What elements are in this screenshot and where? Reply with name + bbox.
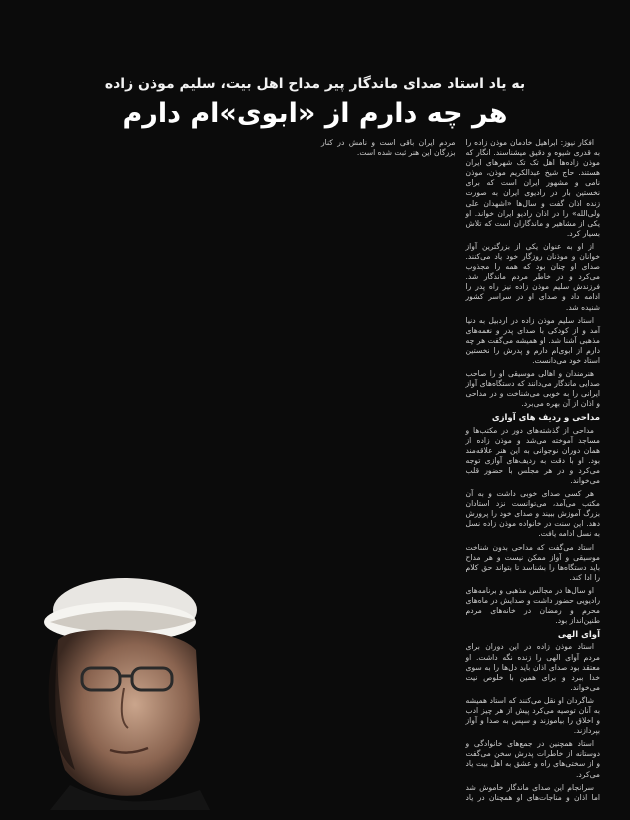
paragraph: از او به عنوان یکی از بزرگترین آواز خوانان و موذنان روزگار خود یاد می‌کنند. صدای او چنان بود که همه را مجذوب می‌کرد و در خاطر مردم ماندگار شد. فرزندش سلیم موذن زاده نیز راه پدر را ادامه داد و صدای او در سراسر کشور شنیده شد.	[465, 241, 600, 312]
paragraph: افکار نیوز: ابراهیل خادمان موذن زاده را به قدری شیوه و دقیق میشناسند. انگار که موذن زاده‌ها اهل تک تک شهرهای ایران هستند. حاج شیخ عبدالکریم موذن، موذن نامی و مشهور ایران است که برای نخستین بار در رادیوی ایران به صورت زنده اذان گفت و سال‌ها «اشهدان علی ولی‌الله» را در اذان رادیو ایران خواند. او یکی از مشاهیر و ماندگاران است که تلاش بسیار کرد.	[465, 138, 600, 238]
paragraph: استاد می‌گفت که مداحی بدون شناخت موسیقی و آواز ممکن نیست و هر مداح باید دستگاه‌ها را بشناسد تا بتواند حق کلام را ادا کند.	[465, 542, 600, 582]
paragraph: هر کسی صدای خوبی داشت و به آن مکتب می‌آمد، می‌توانست نزد استادان بزرگ آموزش ببیند و صدای خود را پرورش دهد. این سنت در خانواده موذن زاده نسل به نسل ادامه یافت.	[465, 489, 600, 539]
article-subtitle: به یاد استاد صدای ماندگار پیر مداح اهل بیت، سلیم موذن زاده	[104, 76, 526, 92]
portrait-photo	[20, 570, 210, 810]
paragraph: هنرمندان و اهالی موسیقی او را صاحب صدایی ماندگار می‌دانند که دستگاه‌های آواز ایرانی را به خوبی می‌شناخت و در مداحی و اذان از آن بهره می‌برد.	[465, 369, 600, 409]
portrait-illustration	[20, 570, 210, 810]
article-title: هر چه دارم از «ابوی»ام دارم	[122, 98, 508, 129]
section-heading: آوای الهی	[557, 630, 600, 641]
paragraph: استاد موذن زاده در این دوران برای مردم آوای الهی را زنده نگه داشت. او معتقد بود صدای اذان باید دل‌ها را به سوی خدا ببرد و برای همین با خلوص نیت می‌خواند.	[465, 642, 600, 692]
paragraph: او سال‌ها در مجالس مذهبی و برنامه‌های رادیویی حضور داشت و صدایش در ماه‌های محرم و رمضان در خانه‌های مردم طنین‌انداز بود.	[465, 585, 600, 626]
paragraph: استاد سلیم موذن زاده در اردبیل به دنیا آمد و از کودکی با صدای پدر و نغمه‌های مذهبی آشنا شد. او همیشه می‌گفت هر چه دارم از ابوی‌ام دارم و پدرش را نخستین استاد خود می‌دانست.	[465, 315, 600, 365]
section-heading: مداحی و ردیف های آوازی	[491, 413, 600, 424]
paragraph: سرانجام این صدای ماندگار خاموش شد اما اذان و مناجات‌های او همچنان در یاد مردم ایران باقی است و نامش در کنار بزرگان این هنر ثبت شده است.	[321, 138, 600, 802]
paragraph: مداحی از گذشته‌های دور در مکتب‌ها و مساجد آموخته می‌شد و موذن زاده از همان دوران نوجوانی به این هنر علاقه‌مند بود. او با دقت به ردیف‌های آوازی توجه می‌کرد و در هر مجلس با حضور قلب می‌خواند.	[465, 425, 600, 485]
paragraph: استاد همچنین در جمع‌های خانوادگی و دوستانه از خاطرات پدرش سخن می‌گفت و از سختی‌های راه و عشق به اهل بیت یاد می‌کرد.	[465, 739, 600, 779]
paragraph: شاگردان او نقل می‌کنند که استاد همیشه به آنان توصیه می‌کرد پیش از هر چیز ادب و اخلاق را بیاموزند و سپس به صدا و آواز بپردازند.	[465, 695, 600, 736]
